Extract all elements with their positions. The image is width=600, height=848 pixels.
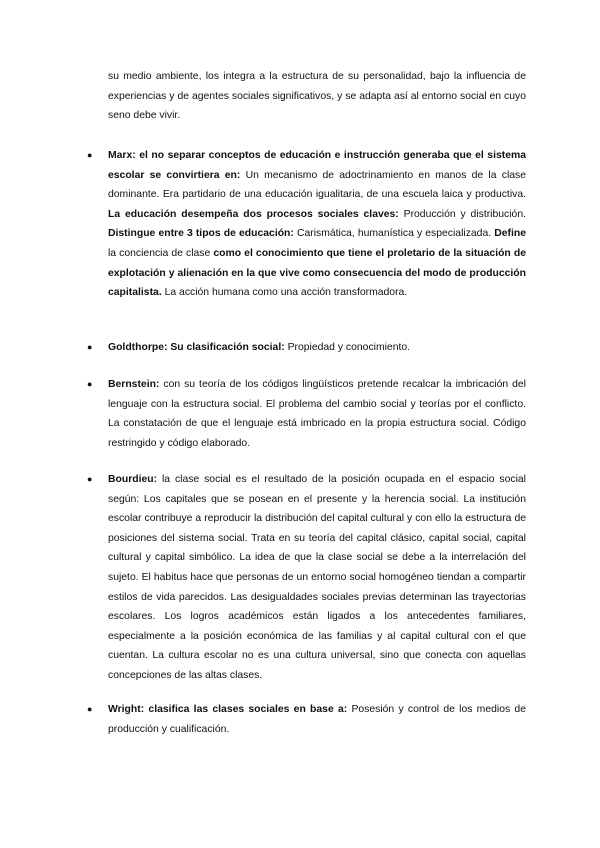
marx-bold-4: Define [494, 228, 526, 240]
wright-text: Posesión y control de los medios de producción y cualificación. [108, 704, 526, 735]
bullet-icon: ● [87, 150, 93, 160]
marx-text-5: La acción humana como una acción transformadora. [161, 287, 408, 299]
list-item-bernstein [87, 375, 526, 453]
marx-text-1: Un mecanismo de adoctrinamiento en manos de la clase dominante. Era partidario de una educación igualitaria, de una escuela laica y productiva. [108, 169, 527, 201]
bernstein-bold: Bernstein: [108, 379, 160, 390]
marx-text-3: Carismática, humanística y especializada. [293, 228, 495, 240]
marx-text-4: la conciencia de clase [108, 247, 214, 259]
bullet-icon: ● [87, 342, 93, 352]
marx-text-2: Producción y distribución. [398, 208, 526, 220]
bullet-icon: ● [87, 704, 93, 714]
goldthorpe-bold: Goldthorpe: Su clasificación social: [108, 342, 285, 353]
marx-bold-3: Distingue entre 3 tipos de educación: [108, 228, 294, 240]
bourdieu-text: la clase social es el resultado de la posición ocupada en el espacio social según: Los capitales que se posean en el presente y la herencia social. La institución escolar contribuye a reproducir la distribución del capital cultural y con ello la estructura de posiciones del sistema social. Trata en su teoría del capital clásico, capital social, capital cultural y capital simbólico. La idea de que la clase social se debe a la interrelación del sujeto. El habitus hace que personas de un entorno social homogéneo tiendan a compartir estilos de vida parecidos. Las desigualdades sociales previas determinan las trayectorias escolares. Los logros académicos están ligados a los antecedentes familiares, especialmente a la posición económica de las familias y al capital cultural con el que cuentan. La cultura escolar no es una cultura universal, sino que conecta con aquellas concepciones de las altas clases. [108, 474, 526, 681]
bernstein-text: con su teoría de los códigos lingüísticos pretende recalcar la imbricación del lenguaje con la estructura social. El problema del cambio social y teorías por el conflicto. La constatación de que el lenguaje está imbricado en la propia estructura social. Código restringido y código elaborado. [108, 379, 526, 449]
bourdieu-bold: Bourdieu: [108, 474, 158, 485]
bullet-icon: ● [87, 379, 93, 389]
list-item-wright [87, 700, 526, 739]
bullet-icon: ● [87, 474, 93, 484]
marx-bold-5: como el conocimiento que tiene el proletario de la situación de explotación y alienación en la que vive como consecuencia del modo de producción capitalista. [108, 247, 526, 299]
list-item-goldthorpe [87, 338, 526, 358]
goldthorpe-text: Propiedad y conocimiento. [284, 342, 411, 353]
list-item-bourdieu [87, 470, 526, 686]
list-item-marx [87, 146, 527, 303]
marx-bold-2: La educación desempeña dos procesos sociales claves: [108, 208, 399, 220]
marx-bold-1: Marx: el no separar conceptos de educación e instrucción generaba que el sistema escolar se convirtiera en: [108, 150, 526, 181]
wright-bold: Wright: clasifica las clases sociales en base a: [108, 704, 348, 715]
intro-paragraph: su medio ambiente, los integra a la estructura de su personalidad, bajo la influencia de experiencias y de agentes sociales significativos, y se adapta así al entorno social en cuyo seno debe vivir. [108, 71, 526, 122]
